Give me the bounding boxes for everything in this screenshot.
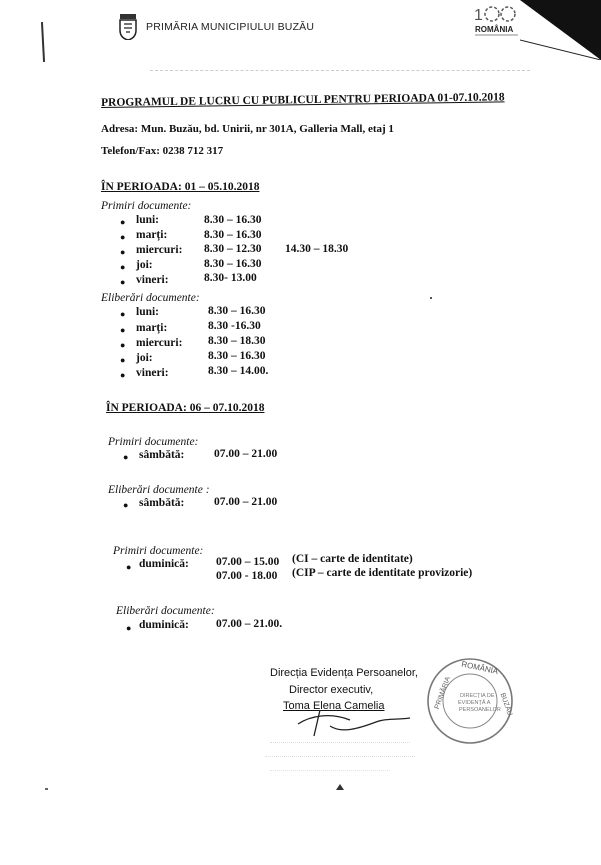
bullet-icon: ● [126, 562, 132, 572]
bullet-icon: ● [120, 217, 126, 227]
address: Adresa: Mun. Buzău, bd. Unirii, nr 301A, Galleria Mall, etaj 1 [101, 123, 394, 135]
bullet-icon: ● [120, 370, 126, 380]
bullet-icon: ● [123, 452, 129, 462]
period2-heading: ÎN PERIOADA: 06 – 07.10.2018 [106, 402, 265, 414]
svg-text:ROMÂNIA: ROMÂNIA [475, 25, 514, 34]
svg-text:BUZĂU: BUZĂU [498, 692, 514, 717]
period1-receive-label: Primiri documente: [101, 200, 192, 212]
svg-text:EVIDENȚĂ A: EVIDENȚĂ A [458, 700, 491, 706]
hours-value: 8.30 – 12.30 [204, 243, 262, 255]
bullet-icon: ● [120, 309, 126, 319]
day-label: luni: [136, 306, 160, 318]
hours-value: 8.30 – 16.30 [208, 305, 266, 317]
bullet-icon: ● [126, 623, 132, 633]
phone: Telefon/Fax: 0238 712 317 [101, 145, 224, 157]
margin-mark [41, 22, 45, 62]
bullet-icon: ● [120, 247, 126, 257]
hours-value: 07.00 – 15.00 [216, 556, 280, 568]
svg-text:DIRECȚIA DE: DIRECȚIA DE [460, 693, 495, 699]
sat-release-label: Eliberări documente : [108, 484, 210, 496]
header-divider [150, 70, 530, 71]
bullet-icon: ● [120, 325, 126, 335]
hours-note: (CIP – carte de identitate provizorie) [292, 567, 473, 579]
hours-value: 8.30 -16.30 [208, 320, 261, 332]
day-label: marți: [136, 322, 168, 334]
hours-value: 8.30 – 14.00. [208, 365, 269, 377]
municipality-crest-icon [118, 14, 138, 45]
hours-value: 07.00 – 21.00 [214, 496, 278, 508]
hours-value: 8.30 – 16.30 [208, 350, 266, 362]
day-label: miercuri: [136, 337, 183, 349]
hours-value: 07.00 – 21.00. [216, 618, 283, 630]
hours-value: 8.30- 13.00 [204, 272, 257, 284]
period1-release-label: Eliberări documente: [101, 292, 200, 304]
day-label: joi: [136, 259, 153, 271]
scan-speck [430, 297, 432, 299]
day-label: sâmbătă: [139, 449, 185, 461]
day-label: marți: [136, 229, 168, 241]
period1-heading: ÎN PERIOADA: 01 – 05.10.2018 [101, 181, 260, 193]
svg-text:1: 1 [474, 7, 483, 24]
day-label: duminică: [139, 619, 189, 631]
sun-release-label: Eliberări documente: [116, 605, 215, 617]
hours-note: (CI – carte de identitate) [292, 553, 413, 565]
day-label: sâmbătă: [139, 497, 185, 509]
signature-name: Toma Elena Camelia [283, 700, 385, 712]
scan-corner-shadow [520, 0, 601, 65]
day-label: miercuri: [136, 244, 183, 256]
day-label: luni: [136, 214, 160, 226]
bullet-icon: ● [120, 277, 126, 287]
scan-speck [45, 788, 48, 790]
romania-centenary-logo-icon [470, 4, 524, 41]
sun-receive-label: Primiri documente: [113, 545, 204, 557]
signature-department: Direcția Evidența Persoanelor, [270, 667, 418, 679]
hours-value: 8.30 – 16.30 [204, 229, 262, 241]
hours-value: 8.30 – 18.30 [208, 335, 266, 347]
bullet-icon: ● [123, 500, 129, 510]
bullet-icon: ● [120, 355, 126, 365]
hours-value: 07.00 - 18.00 [216, 570, 278, 582]
hours-value: 8.30 – 16.30 [204, 258, 262, 270]
bullet-icon: ● [120, 262, 126, 272]
bullet-icon: ● [120, 340, 126, 350]
page-title: PROGRAMUL DE LUCRU CU PUBLICUL PENTRU PERIOADA 01-07.10.2018 [101, 91, 505, 109]
day-label: joi: [136, 352, 153, 364]
day-label: vineri: [136, 274, 169, 286]
institution-name: PRIMĂRIA MUNICIPIULUI BUZĂU [146, 21, 315, 33]
handwritten-signature [290, 706, 420, 745]
triangle-mark-icon [336, 784, 344, 790]
svg-text:PRIMĂRIA: PRIMĂRIA [433, 675, 452, 711]
hours-extra-value: 14.30 – 18.30 [285, 243, 349, 255]
day-label: duminică: [139, 558, 189, 570]
official-stamp-icon [424, 655, 516, 752]
hours-value: 8.30 – 16.30 [204, 214, 262, 226]
svg-text:PERSOANELOR: PERSOANELOR [459, 707, 501, 713]
signature-title: Director executiv, [289, 684, 374, 696]
day-label: vineri: [136, 367, 169, 379]
bullet-icon: ● [120, 232, 126, 242]
svg-text:ROMÂNIA: ROMÂNIA [460, 659, 499, 677]
sat-receive-label: Primiri documente: [108, 436, 199, 448]
hours-value: 07.00 – 21.00 [214, 448, 278, 460]
